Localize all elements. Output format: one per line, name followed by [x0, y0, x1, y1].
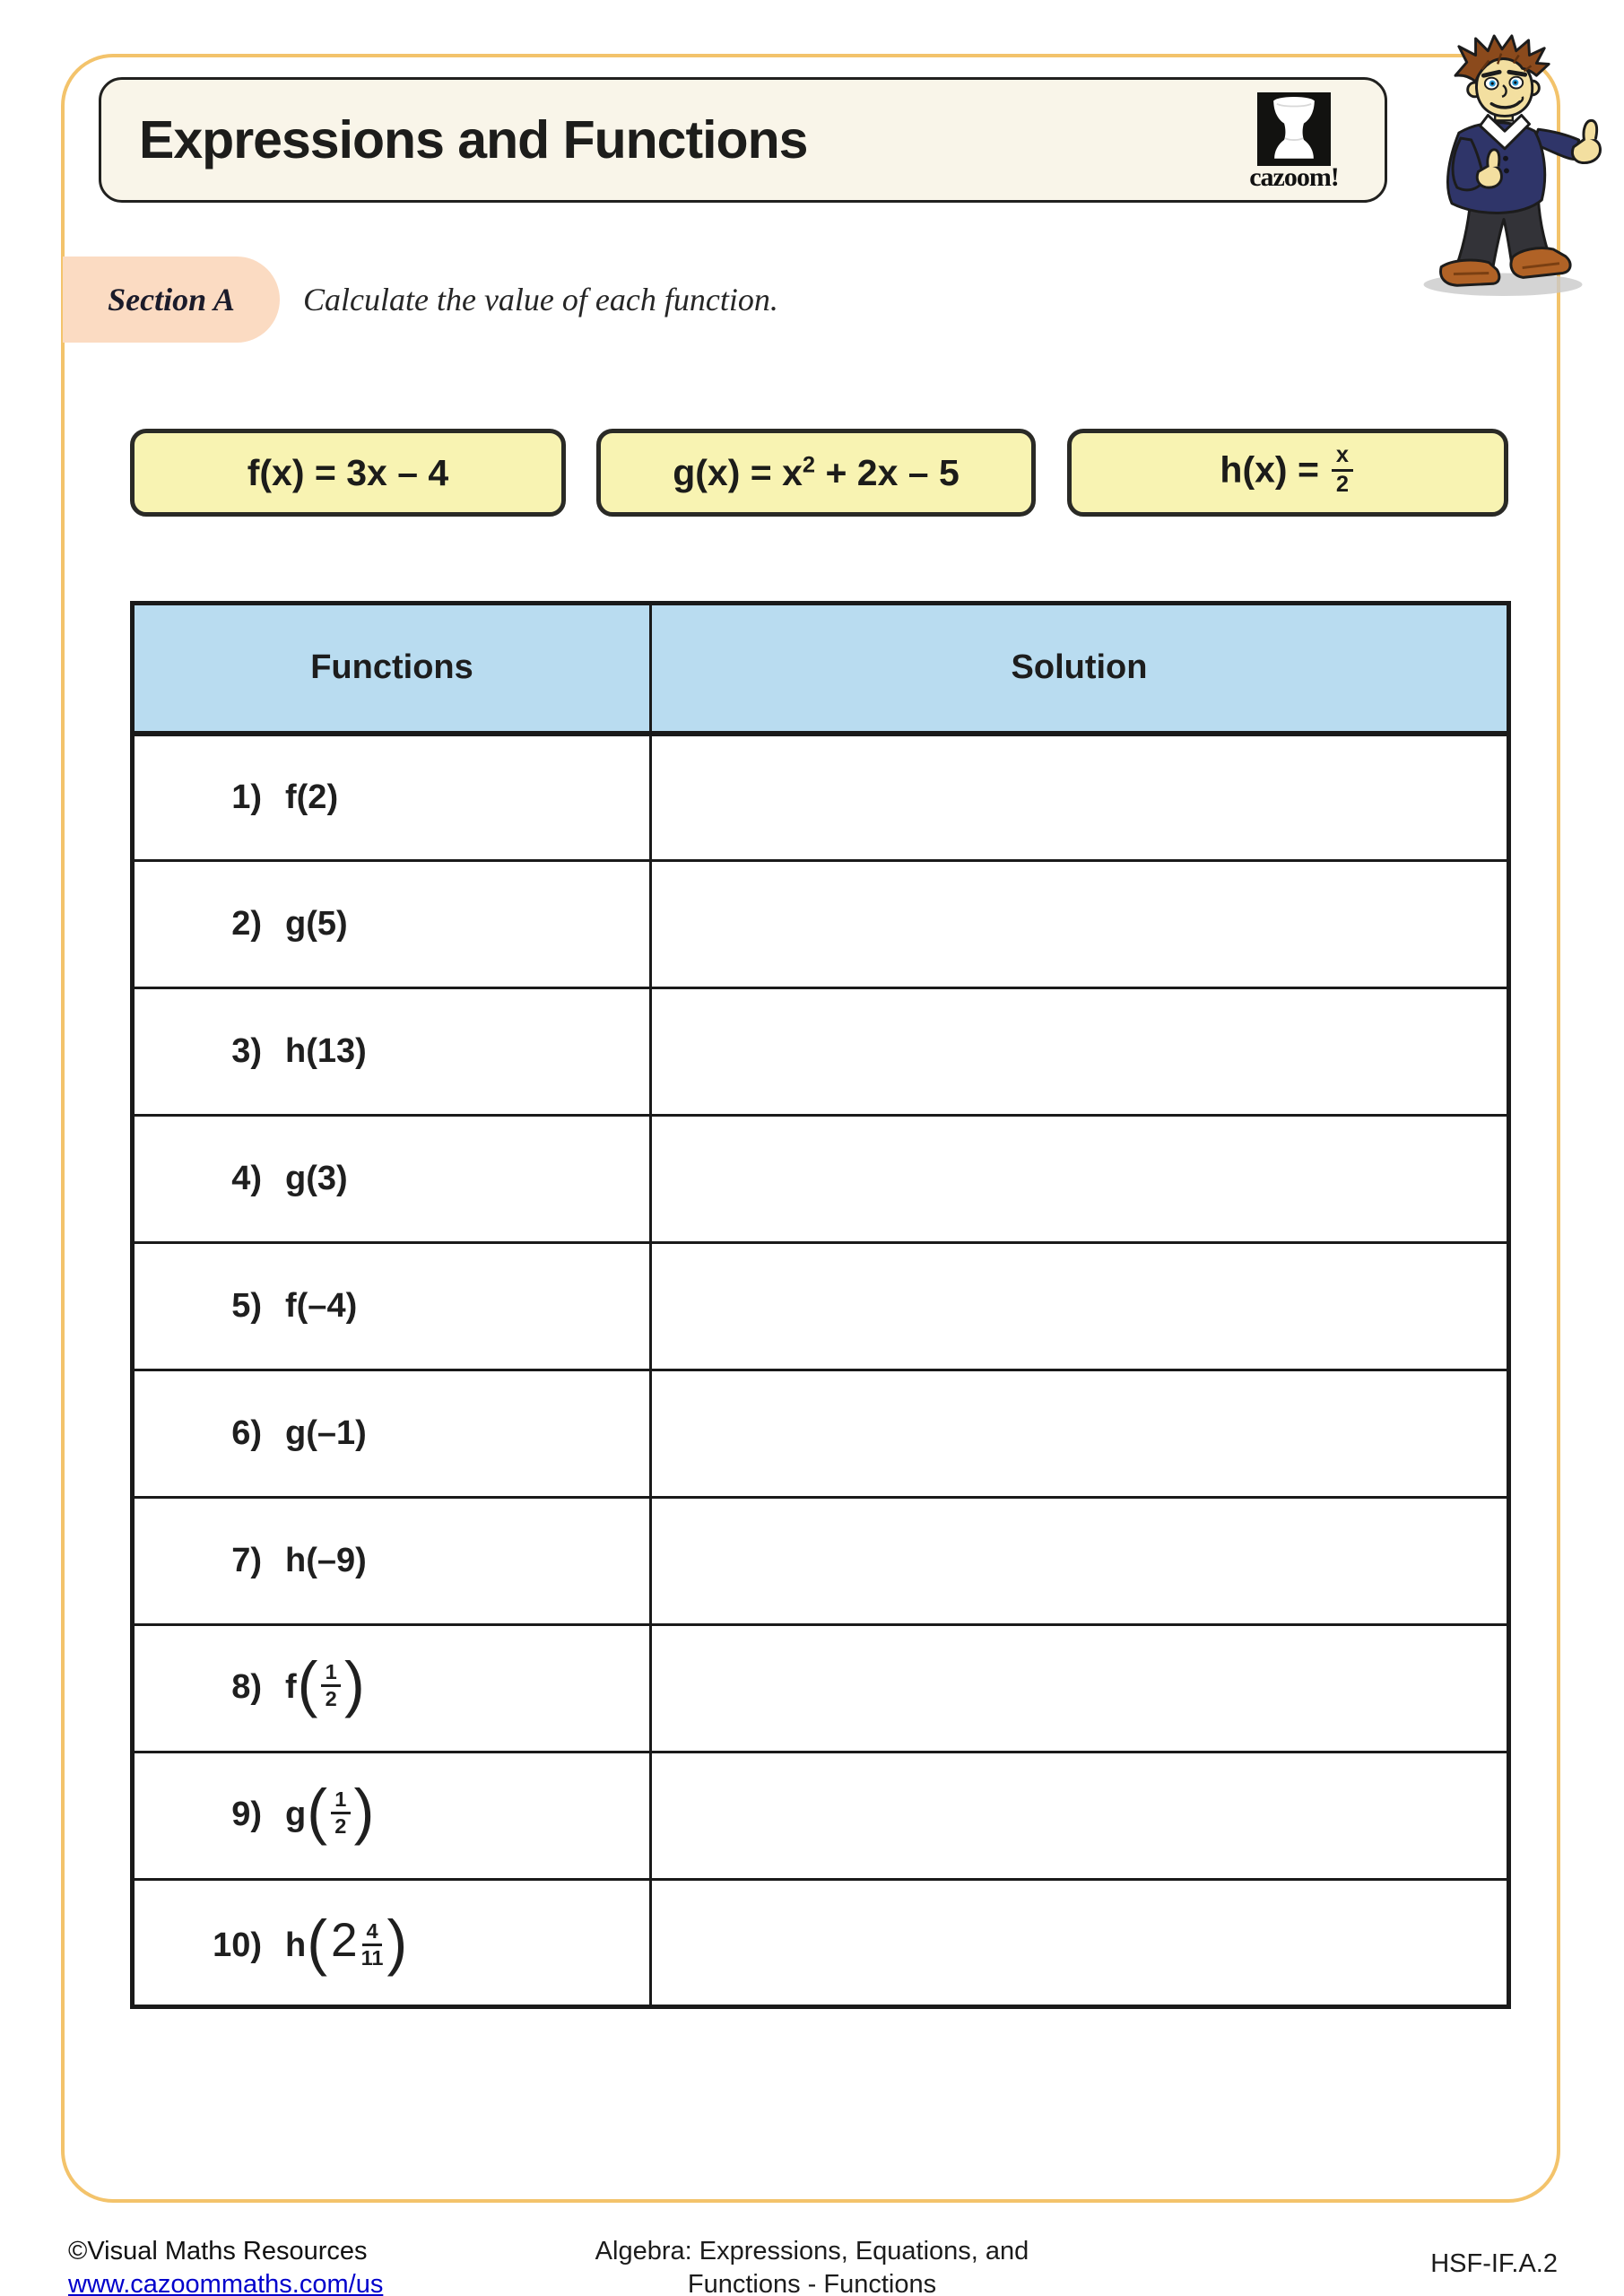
cazoom-brand-text: cazoom!	[1249, 162, 1339, 192]
function-expression: h(2 $\frac{4}{11}$ )	[285, 1909, 408, 1978]
function-cell	[133, 734, 651, 861]
function-expression: g(3)	[285, 1160, 348, 1197]
function-expression: f(2)	[285, 778, 339, 816]
row-number: 5)	[231, 1287, 262, 1325]
table-row	[133, 1243, 1509, 1370]
function-cell	[133, 1880, 651, 2007]
solution-cell	[651, 1880, 1509, 2007]
row-number: 1)	[231, 778, 262, 816]
function-expression: f(–4)	[285, 1287, 358, 1325]
table-row	[133, 1370, 1509, 1498]
function-cell	[133, 1625, 651, 1752]
row-number: 7)	[231, 1542, 262, 1579]
function-f-expression: f(x) = 3x – 4	[247, 451, 449, 493]
function-cell	[133, 1370, 651, 1498]
table-row	[133, 861, 1509, 988]
section-a-label: Section A	[108, 282, 235, 317]
function-cell	[133, 1243, 651, 1370]
row-number: 2)	[231, 905, 262, 943]
row-number: 8)	[231, 1667, 262, 1706]
function-expression: h(13)	[285, 1032, 367, 1070]
footer-attribution	[68, 2235, 383, 2296]
table-row	[133, 1498, 1509, 1625]
footer-copyright: ©Visual Maths Resources	[68, 2237, 368, 2266]
table-row	[133, 1752, 1509, 1880]
footer-standard-code: HSF-IF.A.2	[1430, 2249, 1558, 2278]
cazoom-logo	[1236, 92, 1352, 193]
function-cell	[133, 1116, 651, 1243]
solution-cell	[651, 734, 1509, 861]
cazoom-drum-icon	[1257, 92, 1331, 166]
title-box	[99, 77, 1387, 203]
footer-topic-line2: Functions - Functions	[687, 2270, 937, 2296]
solution-cell	[651, 1116, 1509, 1243]
section-a-pill	[63, 257, 280, 343]
row-number: 3)	[231, 1032, 262, 1070]
solution-cell	[651, 1498, 1509, 1625]
function-cell	[133, 1752, 651, 1880]
function-definition-f	[130, 429, 566, 517]
student-thumbs-up-illustration	[1389, 34, 1620, 299]
row-number: 10)	[213, 1926, 262, 1965]
table-header-solution: Solution	[651, 604, 1509, 734]
function-expression: g(5)	[285, 905, 348, 943]
function-g-expression: $g(x) = x^2 + 2x - 5$	[673, 451, 960, 493]
table-row	[133, 1116, 1509, 1243]
table-header-functions: Functions	[133, 604, 651, 734]
function-cell	[133, 988, 651, 1116]
function-expression: f( $\frac{1}{2}$ )	[285, 1649, 365, 1718]
table-header-row	[133, 604, 1509, 734]
solution-cell	[651, 988, 1509, 1116]
solution-cell	[651, 861, 1509, 988]
page-title: Expressions and Functions	[139, 110, 808, 170]
function-expression: g( $\frac{1}{2}$ )	[285, 1777, 375, 1846]
table-row	[133, 988, 1509, 1116]
solution-cell	[651, 1625, 1509, 1752]
table-row	[133, 1625, 1509, 1752]
function-h-expression: h(x) = $\frac{x}{2}$	[1220, 446, 1355, 499]
row-number: 9)	[231, 1795, 262, 1833]
function-cell	[133, 861, 651, 988]
function-definition-h	[1067, 429, 1508, 517]
footer-topic-line1: Algebra: Expressions, Equations, and	[595, 2237, 1029, 2266]
function-cell	[133, 1498, 651, 1625]
solution-cell	[651, 1752, 1509, 1880]
table-row	[133, 1880, 1509, 2007]
solution-cell	[651, 1243, 1509, 1370]
row-number: 6)	[231, 1414, 262, 1452]
function-definition-g	[596, 429, 1036, 517]
table-row	[133, 734, 1509, 861]
footer-website-link[interactable]: www.cazoommaths.com/us	[68, 2270, 384, 2296]
function-expression: h(–9)	[285, 1542, 367, 1579]
worksheet-table	[130, 601, 1511, 2009]
footer-topic	[595, 2235, 1029, 2296]
instruction-text: Calculate the value of each function.	[303, 282, 778, 317]
row-number: 4)	[231, 1160, 262, 1197]
solution-cell	[651, 1370, 1509, 1498]
function-expression: g(–1)	[285, 1414, 367, 1452]
